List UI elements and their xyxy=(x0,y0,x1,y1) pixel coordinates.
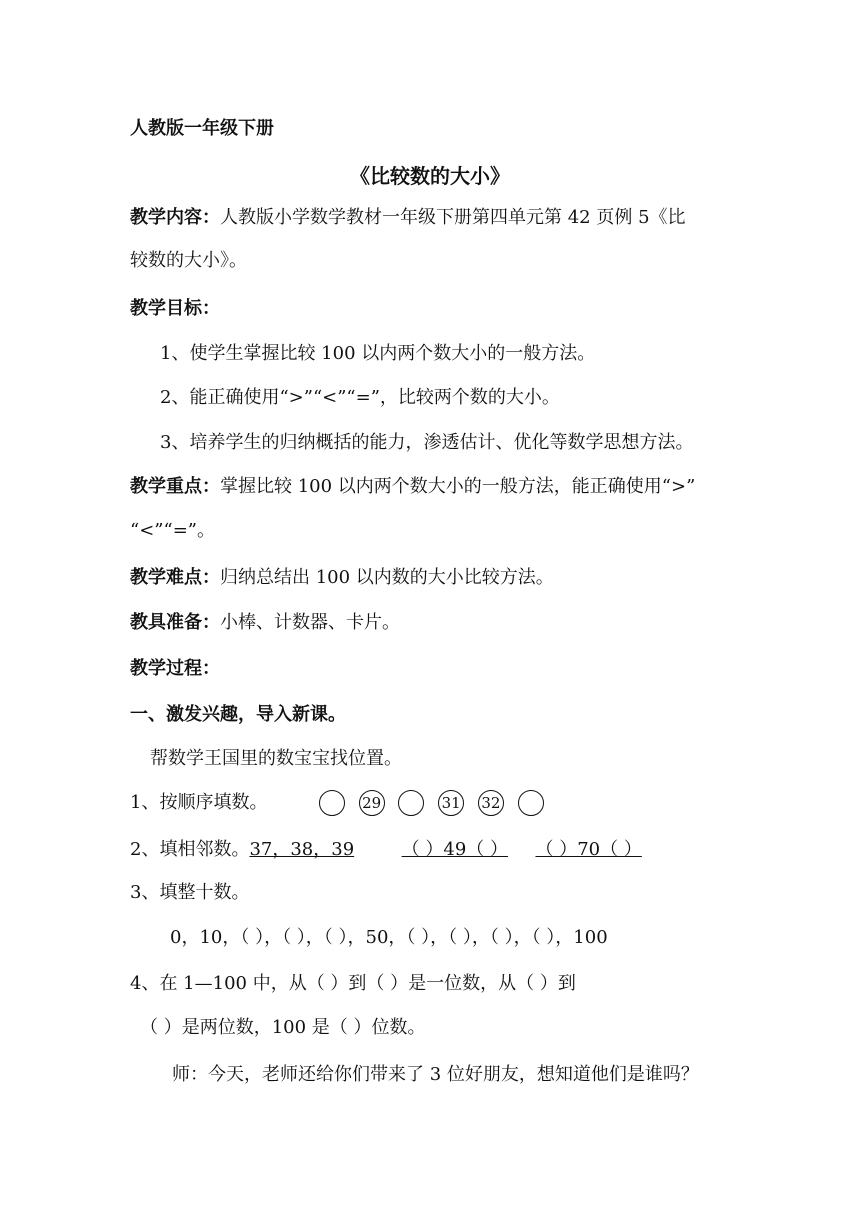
difficulty-line xyxy=(130,566,554,590)
lesson-title: 《比较数的大小》 xyxy=(350,164,510,188)
keypoint-line2: “<”“=”。 xyxy=(130,520,215,541)
number-circle-32: 32 xyxy=(478,790,504,816)
content-line1 xyxy=(130,206,686,230)
number-circle-blank xyxy=(319,790,345,816)
exercise-2-seq: 37，38，39 xyxy=(249,839,355,860)
goal-item-3: 3、培养学生的归纳概括的能力，渗透估计、优化等数学思想方法。 xyxy=(160,432,694,453)
exercise-1-label: 1、按顺序填数。 xyxy=(130,792,268,813)
keypoint-label: 教学重点： xyxy=(130,476,220,497)
exercise-3-seq: 0，10，（ ），（ ），（ ），50，（ ），（ ），（ ），（ ），100 xyxy=(170,927,608,948)
keypoint-line1 xyxy=(130,475,695,499)
exercise-4-line2: （ ）是两位数，100 是（ ）位数。 xyxy=(140,1017,426,1038)
content-line2: 较数的大小》。 xyxy=(130,250,247,271)
exercise-2-label: 2、填相邻数。 xyxy=(130,839,250,860)
exercise-2-blank1: （ ）49（ ） xyxy=(401,839,508,860)
exercise-2 xyxy=(130,838,642,862)
content-text: 人教版小学数学教材一年级下册第四单元第 42 页例 5《比 xyxy=(220,207,686,228)
number-circle-29: 29 xyxy=(359,790,385,816)
difficulty-text: 归纳总结出 100 以内数的大小比较方法。 xyxy=(220,567,554,588)
teacher-line: 师：今天，老师还给你们带来了 3 位好朋友，想知道他们是谁吗？ xyxy=(172,1064,699,1085)
tools-line xyxy=(130,611,400,635)
tools-text: 小棒、计数器、卡片。 xyxy=(220,612,400,633)
keypoint-text: 掌握比较 100 以内两个数大小的一般方法，能正确使用“>” xyxy=(220,476,696,497)
book-title: 人教版一年级下册 xyxy=(130,118,274,139)
exercise-4-line1: 4、在 1—100 中，从（ ）到（ ）是一位数，从（ ）到 xyxy=(130,973,576,994)
exercise-2-blank2: （ ）70（ ） xyxy=(535,839,642,860)
goals-label: 教学目标： xyxy=(130,298,220,319)
section1-heading: 一、激发兴趣，导入新课。 xyxy=(130,704,346,725)
tools-label: 教具准备： xyxy=(130,612,220,633)
content-label: 教学内容： xyxy=(130,207,220,228)
goal-item-1: 1、使学生掌握比较 100 以内两个数大小的一般方法。 xyxy=(160,343,596,364)
process-label: 教学过程： xyxy=(130,658,220,679)
number-circle-31: 31 xyxy=(438,790,464,816)
number-circle-blank xyxy=(518,790,544,816)
exercise-1 xyxy=(130,790,552,816)
exercise-3-label: 3、填整十数。 xyxy=(130,882,250,903)
goal-item-2: 2、能正确使用“>”“<”“=”，比较两个数的大小。 xyxy=(160,387,560,408)
number-circle-blank xyxy=(398,790,424,816)
difficulty-label: 教学难点： xyxy=(130,567,220,588)
section1-intro: 帮数学王国里的数宝宝找位置。 xyxy=(150,748,402,769)
